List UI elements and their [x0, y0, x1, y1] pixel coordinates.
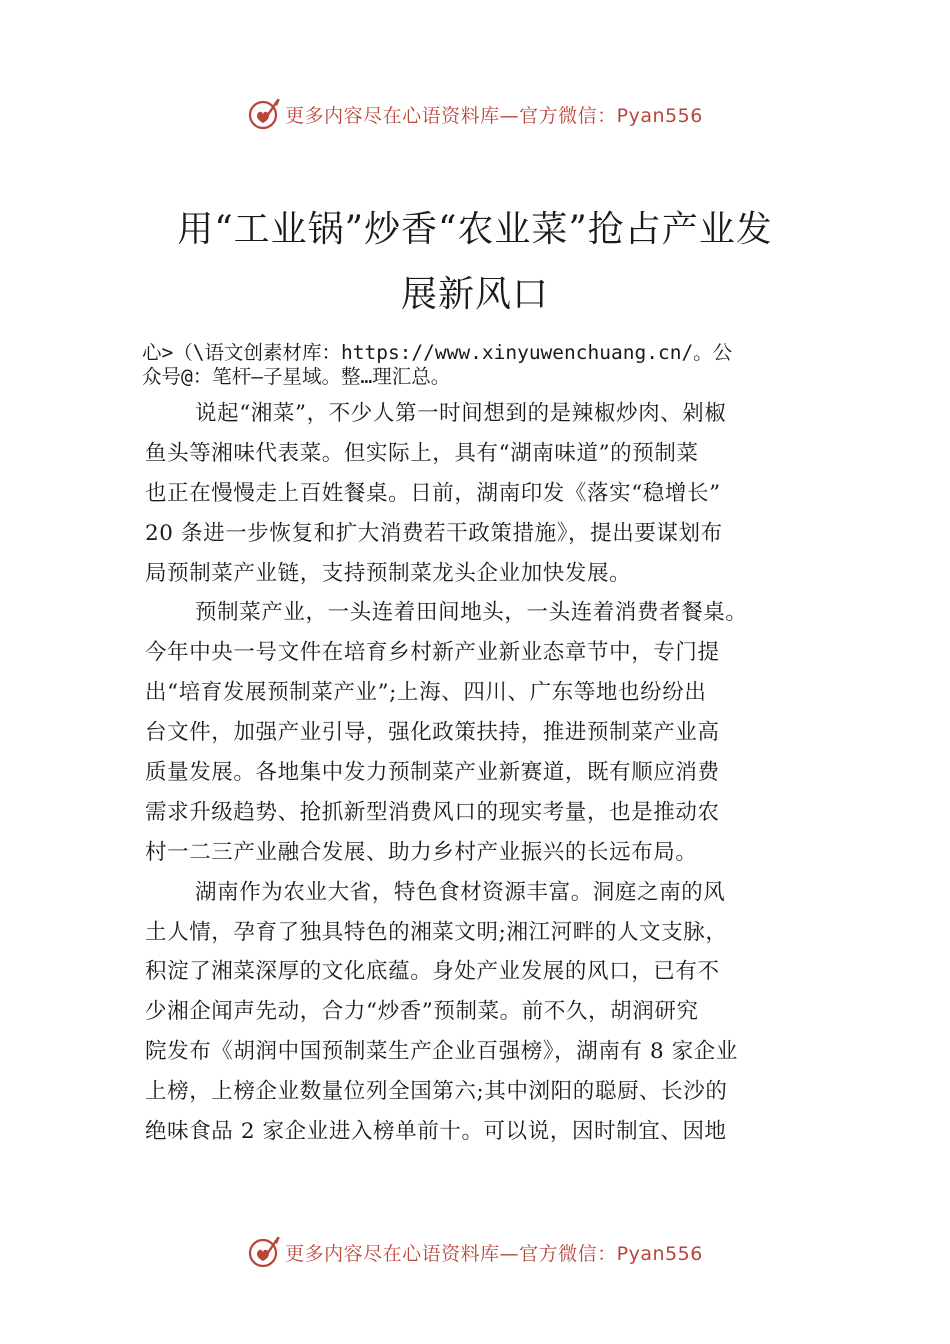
body-line: 上榜，上榜企业数量位列全国第六;其中浏阳的聪厨、长沙的 [145, 1079, 728, 1105]
body-line: 预制菜产业，一头连着田间地头，一头连着消费者餐桌。 [195, 600, 748, 626]
body-line: 少湘企闻声先动，合力“炒香”预制菜。前不久，胡润研究 [145, 999, 699, 1025]
quill-heart-icon [247, 1235, 281, 1269]
article-body [145, 394, 810, 1152]
source-line-1: 心>（\语文创素材库：https://www.xinyuwenchuang.cn/。公 [142, 341, 733, 364]
quill-heart-icon [247, 97, 281, 131]
body-line: 局预制菜产业链，支持预制菜龙头企业加快发展。 [145, 560, 632, 586]
body-line: 土人情，孕育了独具特色的湘菜文明;湘江河畔的人文支脉， [145, 919, 728, 945]
footer-banner [0, 1232, 950, 1272]
source-note [142, 341, 842, 389]
body-line: 出“培育发展预制菜产业”;上海、四川、广东等地也纷纷出 [145, 680, 707, 706]
banner-text: 更多内容尽在心语资料库—官方微信：Pyan556 [285, 1242, 703, 1265]
banner-text: 更多内容尽在心语资料库—官方微信：Pyan556 [285, 104, 703, 127]
body-line: 也正在慢慢走上百姓餐桌。日前，湖南印发《落实“稳增长” [145, 480, 721, 506]
page-title-line-2: 展新风口 [400, 274, 549, 315]
body-line: 院发布《胡润中国预制菜生产企业百强榜》，湖南有 8 家企业 [145, 1039, 738, 1065]
source-line-2: 众号@：笔杆—子星域。整…理汇总。 [142, 365, 451, 388]
body-line: 村一二三产业融合发展、助力乡村产业振兴的长远布局。 [145, 839, 698, 865]
body-line: 今年中央一号文件在培育乡村新产业新业态章节中，专门提 [145, 640, 720, 666]
body-line: 质量发展。各地集中发力预制菜产业新赛道，既有顺应消费 [145, 760, 720, 786]
body-line: 积淀了湘菜深厚的文化底蕴。身处产业发展的风口，已有不 [145, 959, 720, 985]
body-line: 鱼头等湘味代表菜。但实际上，具有“湖南味道”的预制菜 [145, 440, 699, 466]
body-line: 绝味食品 2 家企业进入榜单前十。可以说，因时制宜、因地 [145, 1119, 727, 1145]
body-line: 湖南作为农业大省，特色食材资源丰富。洞庭之南的风 [195, 879, 726, 905]
body-line: 说起“湘菜”，不少人第一时间想到的是辣椒炒肉、剁椒 [195, 401, 727, 426]
body-line: 台文件，加强产业引导，强化政策扶持，推进预制菜产业高 [145, 720, 720, 746]
body-line: 需求升级趋势、抢抓新型消费风口的现实考量，也是推动农 [145, 799, 720, 825]
body-line: 20 条进一步恢复和扩大消费若干政策措施》，提出要谋划布 [145, 520, 723, 546]
page-title-line-1: 用“工业锅”炒香“农业菜”抢占产业发 [177, 209, 773, 250]
header-banner [0, 94, 950, 134]
